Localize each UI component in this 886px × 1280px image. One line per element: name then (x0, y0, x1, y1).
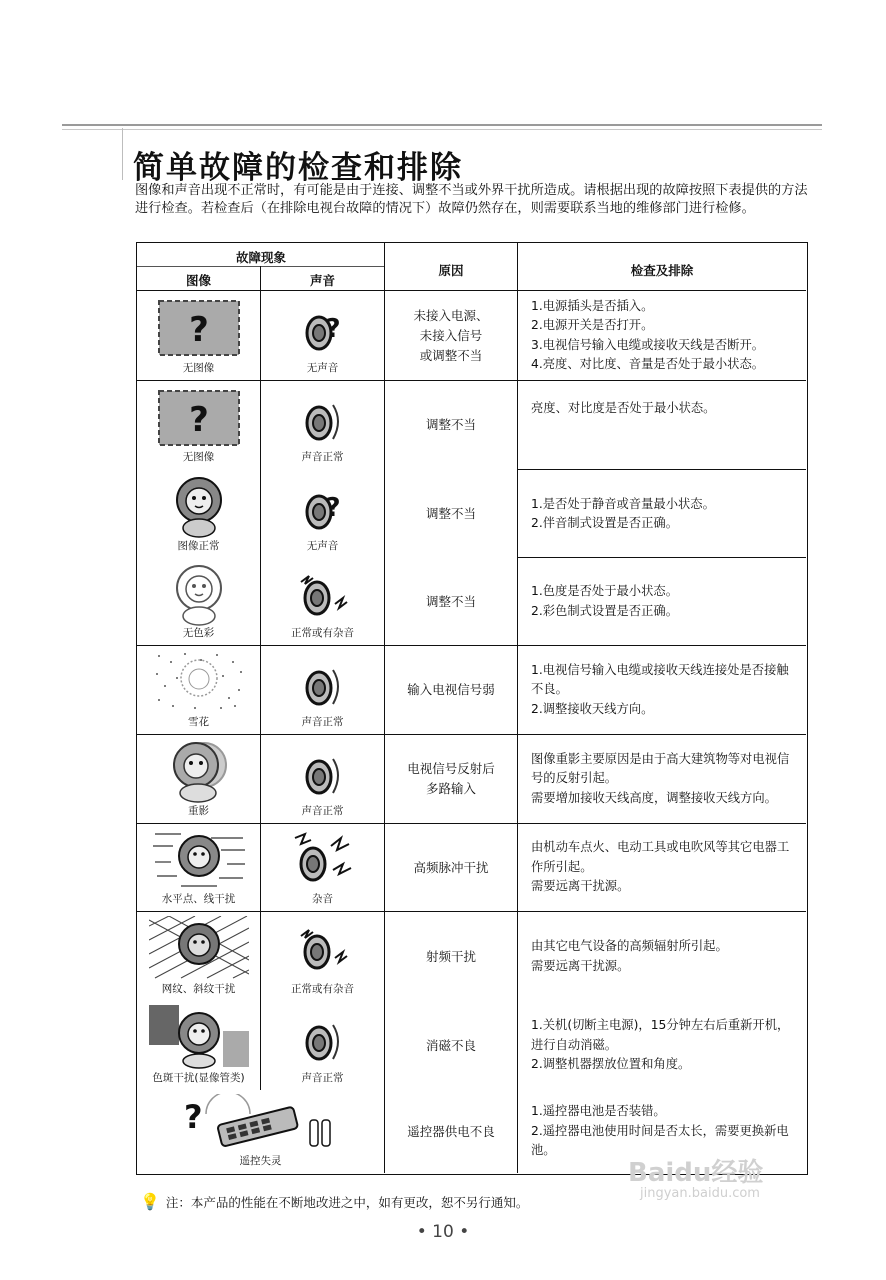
symptom-image-cell (137, 735, 260, 823)
cause-cell (385, 912, 517, 1001)
sound-label: 声音正常 (301, 805, 344, 817)
table-row (137, 1001, 806, 1090)
symptom-sound-cell (261, 381, 384, 469)
sound-label: 无声音 (306, 540, 339, 552)
cause-cell (385, 735, 517, 823)
symptom-image-cell (137, 558, 260, 645)
cause-text: 遥控器供电不良 (407, 1123, 495, 1139)
speaker-icon (299, 749, 347, 801)
svg-text:?: ? (324, 493, 341, 523)
lion-icon (169, 474, 229, 538)
cause-cell (385, 381, 517, 469)
cause-text: 调整不当 (425, 417, 476, 432)
sound-label: 声音正常 (301, 716, 344, 728)
image-label: 遥控失灵 (239, 1155, 282, 1167)
fix-cell (523, 291, 798, 380)
blank-screen-icon (157, 299, 241, 357)
symptom-sound-cell (261, 912, 384, 1001)
cause-text: 输入电视信号弱 (407, 682, 495, 697)
symptom-sound-cell (261, 1001, 384, 1090)
table-row (137, 381, 806, 469)
cause-text: 高频脉冲干扰 (413, 859, 489, 875)
cause-text: 未接入电源、 未接入信号 或调整不当 (413, 307, 489, 363)
symptom-image-cell (137, 824, 260, 911)
fix-cell (523, 470, 798, 558)
diagonal-lines-lion-icon (149, 916, 249, 980)
sound-label: 正常或有杂音 (291, 627, 354, 639)
fix-text: 1.电源插头是否插入。 2.电源开关是否打开。 3.电视信号输入电缆或接收天线是否断开。 4.亮度、对比度、音量是否处于最小状态。 (531, 298, 765, 371)
symptom-sound-cell (261, 291, 384, 380)
table-row (137, 291, 806, 380)
sound-label: 声音正常 (301, 451, 344, 463)
image-label: 色斑干扰(显像管类) (152, 1072, 245, 1084)
horizontal-lines-lion-icon (151, 828, 247, 890)
snow-noise-icon (151, 650, 247, 712)
fix-cell (523, 735, 798, 823)
cause-text: 调整不当 (425, 593, 476, 609)
title-bar (122, 128, 123, 180)
sound-label: 声音正常 (301, 1072, 344, 1084)
table-row (137, 735, 806, 823)
speaker-icon (299, 1015, 347, 1067)
speaker-question-icon (299, 484, 347, 536)
image-label: 无图像 (182, 451, 215, 463)
table-row (137, 646, 806, 734)
speaker-noise-icon (295, 922, 351, 978)
symptom-sound-cell (261, 646, 384, 734)
fix-cell (523, 824, 798, 911)
fix-cell (523, 646, 798, 734)
speaker-icon (299, 660, 347, 712)
fix-text: 1.关机(切断主电源)，15分钟左右后重新开机，进行自动消磁。 2.调整机器摆放位置和角度。 (531, 1018, 790, 1072)
cause-cell (385, 824, 517, 911)
speaker-question-icon (299, 305, 347, 357)
symptom-sound-cell (261, 735, 384, 823)
fix-text: 亮度、对比度是否处于最小状态。 (531, 401, 716, 415)
speaker-icon (299, 395, 347, 447)
fix-text: 由其它电气设备的高频辐射所引起。 需要远离干扰源。 (531, 939, 728, 973)
fix-cell (523, 912, 798, 1001)
symptom-image-cell (137, 470, 260, 558)
cause-text: 消磁不良 (425, 1037, 476, 1053)
symptom-image-cell (137, 646, 260, 734)
fix-text: 1.色度是否处于最小状态。 2.彩色制式设置是否正确。 (531, 584, 678, 618)
cause-cell (385, 558, 517, 645)
color-spot-lion-icon (147, 1005, 251, 1069)
fix-cell (523, 558, 798, 645)
cause-cell (385, 470, 517, 558)
image-label: 重影 (188, 805, 209, 817)
fix-cell (523, 381, 798, 469)
cause-text: 电视信号反射后 多路输入 (407, 761, 495, 796)
symptom-image-cell (137, 1001, 260, 1090)
fix-text: 1.遥控器电池是否装错。 2.遥控器电池使用时间是否太长，需要更换新电池。 (531, 1104, 789, 1158)
svg-text:?: ? (188, 400, 209, 440)
footnote-text: 注：本产品的性能在不断地改进之中，如有更改，恕不另行通知。 (165, 1195, 529, 1210)
top-rule-thin (62, 129, 822, 130)
header-image: 图像 (185, 273, 211, 288)
image-label: 图像正常 (177, 540, 220, 552)
intro-paragraph: 图像和声音出现不正常时，有可能是由于连接、调整不当或外界干扰所造成。请根据出现的故障按照下表提供的方法进行检查。若检查后（在排除电视台故障的情况下）故障仍然存在，则需要联系当地的维修部门进行检修。 (135, 183, 808, 216)
svg-text:?: ? (183, 1098, 203, 1136)
cause-cell (385, 1090, 517, 1173)
image-label: 无色彩 (182, 627, 215, 639)
watermark-url: jingyan.baidu.com (640, 1186, 760, 1201)
image-label: 水平点、线干扰 (161, 893, 236, 905)
sound-label: 无声音 (306, 362, 339, 374)
fix-text: 1.是否处于静音或音量最小状态。 2.伴音制式设置是否正确。 (531, 496, 715, 530)
table-row (137, 824, 806, 911)
cause-text: 射频干扰 (425, 948, 476, 964)
symptom-sound-cell (261, 824, 384, 911)
svg-text:?: ? (324, 314, 341, 344)
image-label: 网纹、斜纹干扰 (161, 983, 236, 995)
page-title: 简单故障的检查和排除 (133, 150, 463, 186)
troubleshooting-table (136, 242, 808, 1175)
fix-text: 1.电视信号输入电缆或接收天线连接处是否接触不良。 2.调整接收天线方向。 (531, 662, 789, 716)
watermark-logo: Baidu经验 (628, 1158, 764, 1188)
image-label: 雪花 (188, 716, 209, 728)
header-sound: 声音 (309, 273, 335, 288)
table-row (137, 470, 806, 558)
symptom-sound-cell (261, 558, 384, 645)
cause-cell (385, 1001, 517, 1090)
blank-screen-icon (157, 389, 241, 447)
header-fix: 检查及排除 (630, 263, 694, 278)
fix-text: 图像重影主要原因是由于高大建筑物等对电视信号的反射引起。 需要增加接收天线高度，调整接收天线方向。 (531, 751, 790, 805)
symptom-image-cell (137, 291, 260, 380)
symptom-image-cell (137, 912, 260, 1001)
speaker-noise-icon (295, 568, 351, 624)
cause-text: 调整不当 (425, 506, 476, 521)
header-symptom: 故障现象 (235, 250, 286, 265)
image-label: 无图像 (182, 362, 215, 374)
cause-cell (385, 291, 517, 380)
fix-cell (523, 1001, 798, 1090)
svg-text:?: ? (188, 310, 209, 350)
cause-cell (385, 646, 517, 734)
speaker-noise-icon (291, 832, 355, 888)
fix-text: 由机动车点火、电动工具或电吹风等其它电器工作所引起。 需要远离干扰源。 (531, 840, 790, 894)
symptom-sound-cell (261, 470, 384, 558)
footnote (140, 1192, 528, 1211)
header-cause: 原因 (438, 263, 464, 278)
lightbulb-icon: 💡 (140, 1192, 160, 1211)
remote-control-icon (176, 1094, 346, 1154)
top-rule-thick (62, 124, 822, 126)
table-row (137, 558, 806, 645)
ghost-lion-icon (162, 739, 236, 803)
sound-label: 杂音 (312, 893, 333, 905)
page-number: • 10 • (416, 1222, 470, 1242)
symptom-image-cell (137, 1090, 384, 1173)
table-row (137, 912, 806, 1001)
lion-outline-icon (169, 562, 229, 626)
symptom-image-cell (137, 381, 260, 469)
sound-label: 正常或有杂音 (291, 983, 354, 995)
